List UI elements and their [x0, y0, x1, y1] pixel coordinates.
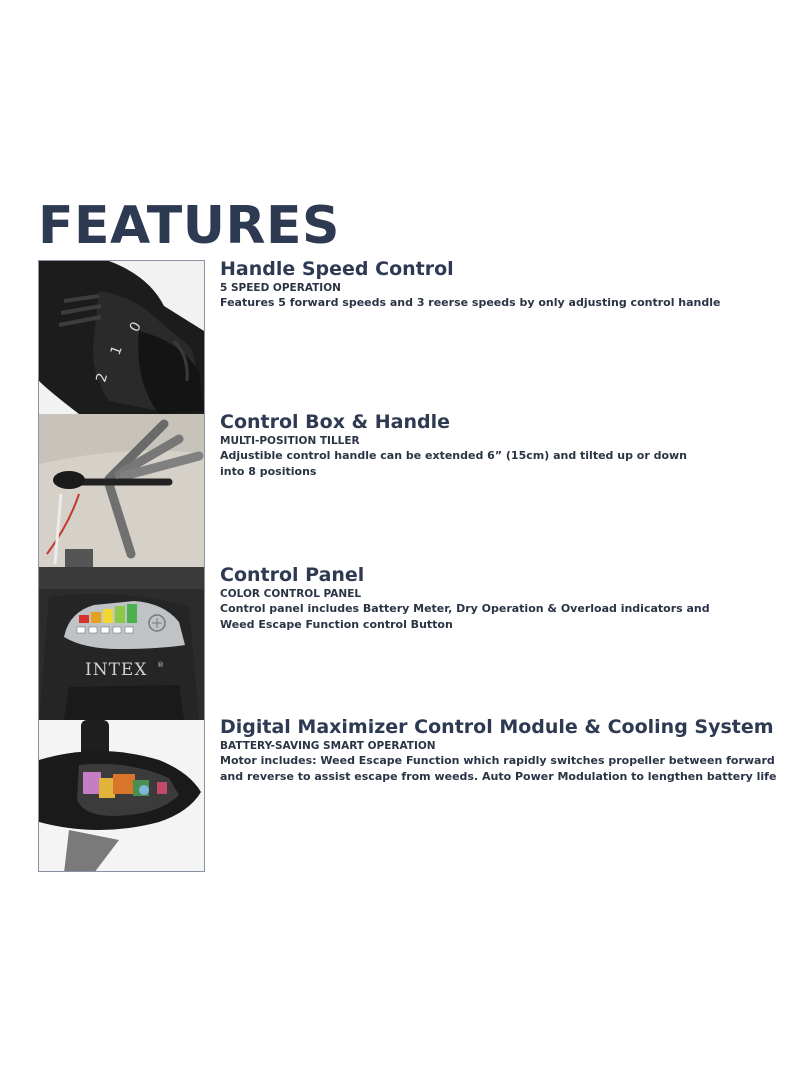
- feature-subtitle: MULTI-POSITION TILLER: [220, 435, 360, 447]
- feature-title: Handle Speed Control: [220, 258, 454, 280]
- handle-mark-2: 2: [93, 371, 112, 385]
- motor-cutaway-icon: [39, 720, 204, 872]
- handle-mark-0: 0: [126, 319, 145, 335]
- feature-digital-maximizer: [220, 716, 790, 785]
- feature-description-line: Control panel includes Battery Meter, Dry Operation & Overload indicators and: [220, 602, 710, 615]
- feature-description-line: Weed Escape Function control Button: [220, 618, 453, 631]
- feature-description: [220, 753, 790, 785]
- tiller-positions-icon: [39, 414, 204, 567]
- feature-description-line: Motor includes: Weed Escape Function which rapidly switches propeller between forward: [220, 754, 775, 767]
- feature-title: Control Panel: [220, 564, 365, 586]
- feature-description-line: Adjustible control handle can be extended 6” (15cm) and tilted up or down: [220, 449, 688, 462]
- feature-control-panel: [220, 564, 790, 633]
- page-heading: FEATURES: [38, 196, 340, 256]
- feature-description-line: and reverse to assist escape from weeds. Auto Power Modulation to lengthen battery life: [220, 770, 777, 783]
- feature-control-box-handle: [220, 411, 790, 480]
- feature-description: [220, 448, 790, 480]
- feature-handle-speed-control: [220, 258, 790, 311]
- feature-subtitle: BATTERY-SAVING SMART OPERATION: [220, 740, 436, 752]
- throttle-handle-icon: [39, 261, 204, 414]
- feature-description-line: Features 5 forward speeds and 3 reerse speeds by only adjusting control handle: [220, 296, 721, 309]
- control-panel-icon: [39, 567, 204, 720]
- svg-text:®: ®: [157, 661, 164, 669]
- feature-title: Control Box & Handle: [220, 411, 450, 433]
- feature-description: [220, 601, 790, 633]
- feature-image-strip: [38, 260, 205, 872]
- feature-description: [220, 295, 790, 311]
- intex-brand-mark: INTEX: [85, 660, 148, 680]
- feature-description-line: into 8 positions: [220, 465, 317, 478]
- feature-title: Digital Maximizer Control Module & Cooling System: [220, 716, 774, 738]
- feature-subtitle: 5 SPEED OPERATION: [220, 282, 341, 294]
- feature-subtitle: COLOR CONTROL PANEL: [220, 588, 362, 600]
- handle-mark-1: 1: [107, 343, 126, 358]
